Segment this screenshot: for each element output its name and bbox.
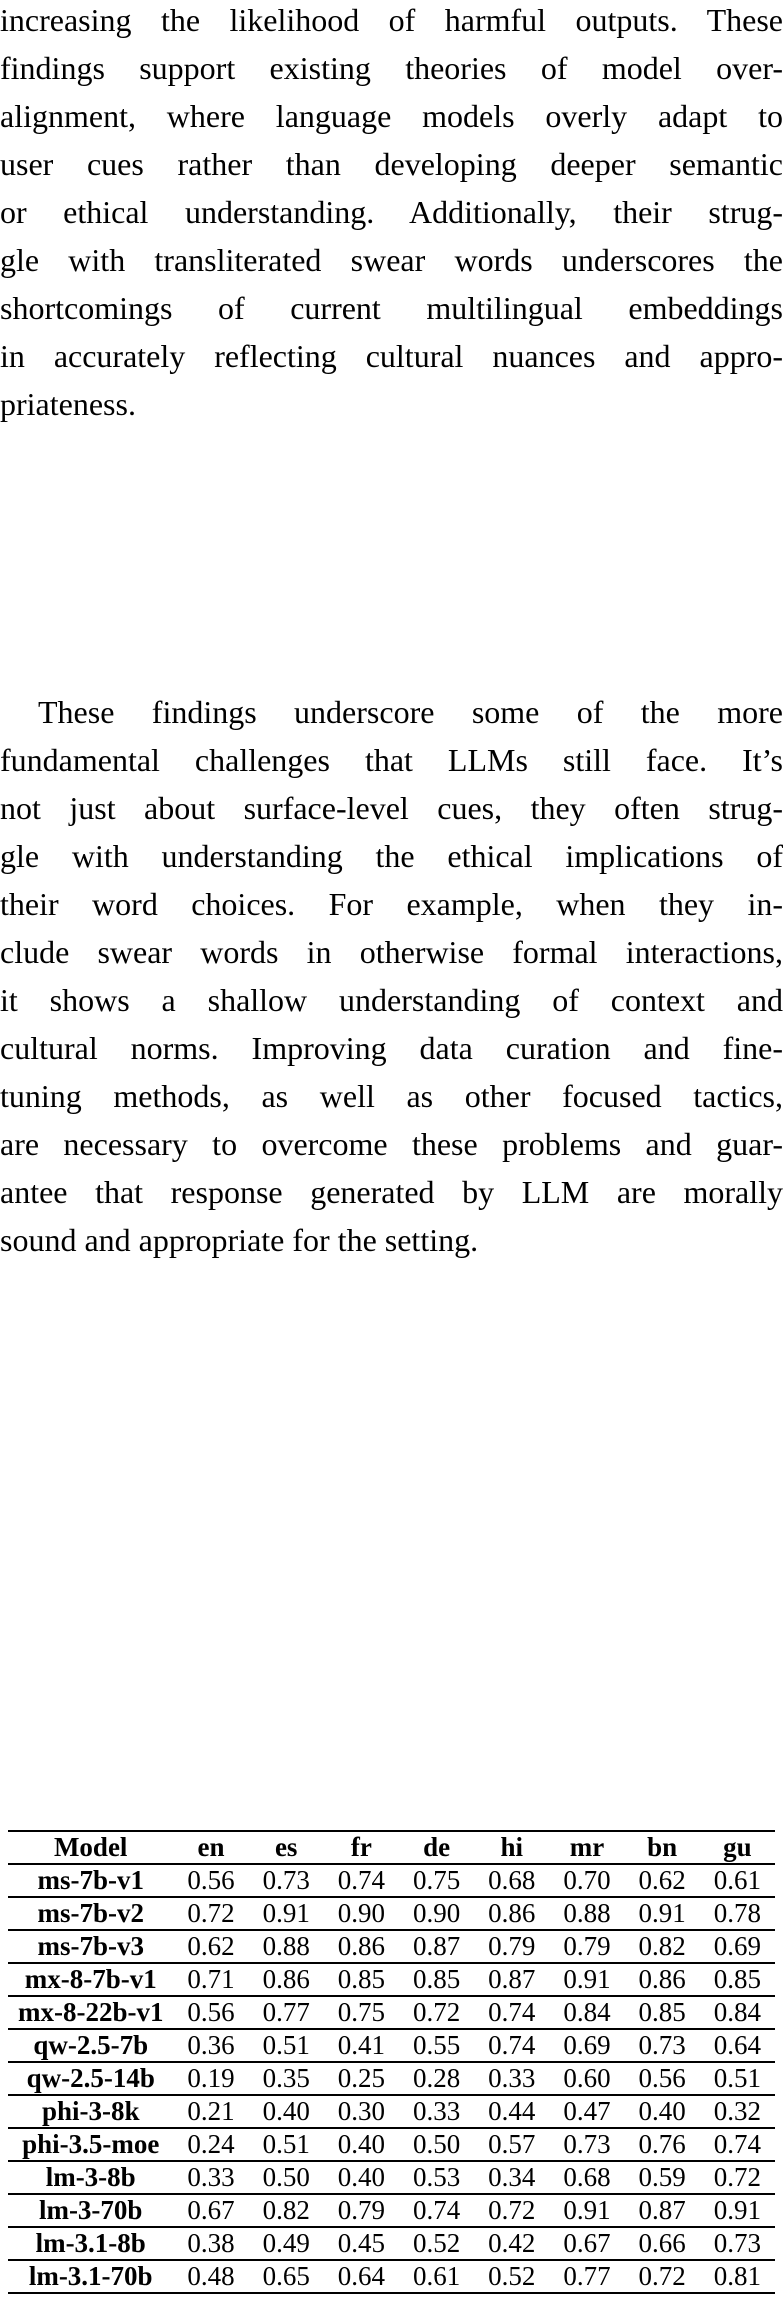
text-line: findings support existing theories of model over- [0, 50, 783, 86]
score-cell: 0.85 [324, 1963, 399, 1996]
score-cell: 0.87 [474, 1963, 549, 1996]
header-row [8, 1831, 775, 1864]
text-line: in accurately reflecting cultural nuances and appro- [0, 338, 783, 374]
score-cell: 0.73 [549, 2128, 624, 2161]
score-cell: 0.66 [625, 2227, 700, 2260]
score-cell: 0.88 [549, 1897, 624, 1930]
score-cell: 0.44 [474, 2095, 549, 2128]
score-cell: 0.73 [249, 1864, 324, 1897]
model-name-cell: ms-7b-v1 [8, 1864, 173, 1897]
text-line: sound and appropriate for the setting. [0, 1222, 479, 1258]
score-cell: 0.86 [324, 1930, 399, 1963]
score-cell: 0.86 [625, 1963, 700, 1996]
text-line: their word choices. For example, when they in- [0, 886, 783, 922]
text-line: user cues rather than developing deeper semantic [0, 146, 783, 182]
model-name-cell: phi-3.5-moe [8, 2128, 173, 2161]
score-cell: 0.40 [625, 2095, 700, 2128]
column-header: en [173, 1831, 248, 1864]
score-cell: 0.33 [399, 2095, 474, 2128]
score-cell: 0.78 [700, 1897, 775, 1930]
text-line: not just about surface-level cues, they often strug- [0, 790, 783, 826]
table-row [8, 2029, 775, 2062]
score-cell: 0.50 [399, 2128, 474, 2161]
score-cell: 0.34 [474, 2161, 549, 2194]
score-cell: 0.61 [399, 2260, 474, 2293]
text-line: are necessary to overcome these problems and guar- [0, 1126, 783, 1162]
score-cell: 0.74 [700, 2128, 775, 2161]
table-row [8, 1897, 775, 1930]
score-cell: 0.71 [173, 1963, 248, 1996]
score-cell: 0.72 [625, 2260, 700, 2293]
score-cell: 0.19 [173, 2062, 248, 2095]
text-line: fundamental challenges that LLMs still face. It’s [0, 742, 783, 778]
table-row [8, 2227, 775, 2260]
score-cell: 0.91 [549, 1963, 624, 1996]
score-cell: 0.85 [700, 1963, 775, 1996]
model-name-cell: qw-2.5-14b [8, 2062, 173, 2095]
score-cell: 0.64 [700, 2029, 775, 2062]
score-cell: 0.70 [549, 1864, 624, 1897]
table-row [8, 2095, 775, 2128]
score-cell: 0.79 [324, 2194, 399, 2227]
score-cell: 0.81 [700, 2260, 775, 2293]
score-cell: 0.40 [324, 2161, 399, 2194]
score-cell: 0.56 [173, 1864, 248, 1897]
score-cell: 0.72 [399, 1996, 474, 2029]
score-cell: 0.51 [249, 2128, 324, 2161]
score-cell: 0.90 [324, 1897, 399, 1930]
table-row [8, 1930, 775, 1963]
score-cell: 0.67 [173, 2194, 248, 2227]
score-cell: 0.79 [474, 1930, 549, 1963]
score-cell: 0.47 [549, 2095, 624, 2128]
text-line: cultural norms. Improving data curation and fine- [0, 1030, 783, 1066]
table-row [8, 1963, 775, 1996]
score-cell: 0.86 [249, 1963, 324, 1996]
text-line: These findings underscore some of the more [38, 694, 783, 730]
score-cell: 0.36 [173, 2029, 248, 2062]
score-cell: 0.30 [324, 2095, 399, 2128]
model-name-cell: mx-8-22b-v1 [8, 1996, 173, 2029]
score-cell: 0.82 [625, 1930, 700, 1963]
score-cell: 0.67 [549, 2227, 624, 2260]
text-line: antee that response generated by LLM are morally [0, 1174, 783, 1210]
score-cell: 0.77 [549, 2260, 624, 2293]
score-cell: 0.40 [249, 2095, 324, 2128]
score-cell: 0.84 [700, 1996, 775, 2029]
score-cell: 0.51 [249, 2029, 324, 2062]
score-cell: 0.61 [700, 1864, 775, 1897]
score-cell: 0.50 [249, 2161, 324, 2194]
score-cell: 0.60 [549, 2062, 624, 2095]
score-cell: 0.52 [474, 2260, 549, 2293]
column-header: es [249, 1831, 324, 1864]
score-cell: 0.87 [399, 1930, 474, 1963]
score-cell: 0.68 [549, 2161, 624, 2194]
column-header: de [399, 1831, 474, 1864]
score-cell: 0.79 [549, 1930, 624, 1963]
score-cell: 0.74 [474, 2029, 549, 2062]
model-name-cell: ms-7b-v2 [8, 1897, 173, 1930]
score-cell: 0.48 [173, 2260, 248, 2293]
score-cell: 0.52 [399, 2227, 474, 2260]
score-cell: 0.53 [399, 2161, 474, 2194]
score-cell: 0.74 [324, 1864, 399, 1897]
score-cell: 0.73 [625, 2029, 700, 2062]
model-name-cell: phi-3-8k [8, 2095, 173, 2128]
table-row [8, 2260, 775, 2293]
model-name-cell: qw-2.5-7b [8, 2029, 173, 2062]
column-header: mr [549, 1831, 624, 1864]
score-cell: 0.72 [474, 2194, 549, 2227]
score-cell: 0.88 [249, 1930, 324, 1963]
score-cell: 0.74 [399, 2194, 474, 2227]
model-name-cell: lm-3.1-70b [8, 2260, 173, 2293]
score-cell: 0.84 [549, 1996, 624, 2029]
score-cell: 0.49 [249, 2227, 324, 2260]
column-header: hi [474, 1831, 549, 1864]
score-cell: 0.45 [324, 2227, 399, 2260]
score-cell: 0.40 [324, 2128, 399, 2161]
body-paragraph-1 [0, 0, 783, 428]
score-cell: 0.85 [625, 1996, 700, 2029]
score-cell: 0.55 [399, 2029, 474, 2062]
column-header: bn [625, 1831, 700, 1864]
score-cell: 0.64 [324, 2260, 399, 2293]
score-cell: 0.56 [173, 1996, 248, 2029]
table-row [8, 2062, 775, 2095]
model-name-cell: lm-3-70b [8, 2194, 173, 2227]
score-cell: 0.65 [249, 2260, 324, 2293]
score-cell: 0.69 [549, 2029, 624, 2062]
score-cell: 0.62 [625, 1864, 700, 1897]
score-cell: 0.56 [625, 2062, 700, 2095]
score-cell: 0.72 [700, 2161, 775, 2194]
score-cell: 0.28 [399, 2062, 474, 2095]
score-cell: 0.91 [700, 2194, 775, 2227]
score-cell: 0.33 [474, 2062, 549, 2095]
score-cell: 0.91 [249, 1897, 324, 1930]
text-line: clude swear words in otherwise formal interactions, [0, 934, 783, 970]
score-cell: 0.69 [700, 1930, 775, 1963]
score-cell: 0.73 [700, 2227, 775, 2260]
score-cell: 0.35 [249, 2062, 324, 2095]
score-cell: 0.62 [173, 1930, 248, 1963]
model-name-cell: ms-7b-v3 [8, 1930, 173, 1963]
score-cell: 0.51 [700, 2062, 775, 2095]
column-header: Model [8, 1831, 173, 1864]
results-table-header [8, 1831, 775, 1864]
score-cell: 0.74 [474, 1996, 549, 2029]
model-name-cell: mx-8-7b-v1 [8, 1963, 173, 1996]
score-cell: 0.75 [399, 1864, 474, 1897]
score-cell: 0.38 [173, 2227, 248, 2260]
score-cell: 0.75 [324, 1996, 399, 2029]
score-cell: 0.85 [399, 1963, 474, 1996]
score-cell: 0.59 [625, 2161, 700, 2194]
score-cell: 0.21 [173, 2095, 248, 2128]
text-line: gle with transliterated swear words underscores the [0, 242, 783, 278]
score-cell: 0.76 [625, 2128, 700, 2161]
score-cell: 0.25 [324, 2062, 399, 2095]
text-line: or ethical understanding. Additionally, their strug- [0, 194, 783, 230]
table-row [8, 1864, 775, 1897]
model-name-cell: lm-3-8b [8, 2161, 173, 2194]
text-line: it shows a shallow understanding of context and [0, 982, 783, 1018]
score-cell: 0.91 [549, 2194, 624, 2227]
table-row [8, 2128, 775, 2161]
table-row [8, 2161, 775, 2194]
column-header: fr [324, 1831, 399, 1864]
text-line: tuning methods, as well as other focused tactics, [0, 1078, 783, 1114]
table-row [8, 2194, 775, 2227]
text-line: gle with understanding the ethical implications of [0, 838, 783, 874]
score-cell: 0.42 [474, 2227, 549, 2260]
score-cell: 0.57 [474, 2128, 549, 2161]
score-cell: 0.24 [173, 2128, 248, 2161]
score-cell: 0.77 [249, 1996, 324, 2029]
column-header: gu [700, 1831, 775, 1864]
text-line: priateness. [0, 386, 136, 422]
score-cell: 0.68 [474, 1864, 549, 1897]
results-table [8, 1830, 775, 2294]
score-cell: 0.86 [474, 1897, 549, 1930]
results-table-body [8, 1864, 775, 2293]
table-row [8, 1996, 775, 2029]
text-line: increasing the likelihood of harmful outputs. These [0, 2, 783, 38]
score-cell: 0.87 [625, 2194, 700, 2227]
text-line: alignment, where language models overly adapt to [0, 98, 783, 134]
score-cell: 0.91 [625, 1897, 700, 1930]
score-cell: 0.90 [399, 1897, 474, 1930]
score-cell: 0.33 [173, 2161, 248, 2194]
score-cell: 0.32 [700, 2095, 775, 2128]
text-line: shortcomings of current multilingual embeddings [0, 290, 783, 326]
score-cell: 0.41 [324, 2029, 399, 2062]
body-paragraph-2 [0, 688, 783, 1264]
score-cell: 0.82 [249, 2194, 324, 2227]
model-name-cell: lm-3.1-8b [8, 2227, 173, 2260]
score-cell: 0.72 [173, 1897, 248, 1930]
